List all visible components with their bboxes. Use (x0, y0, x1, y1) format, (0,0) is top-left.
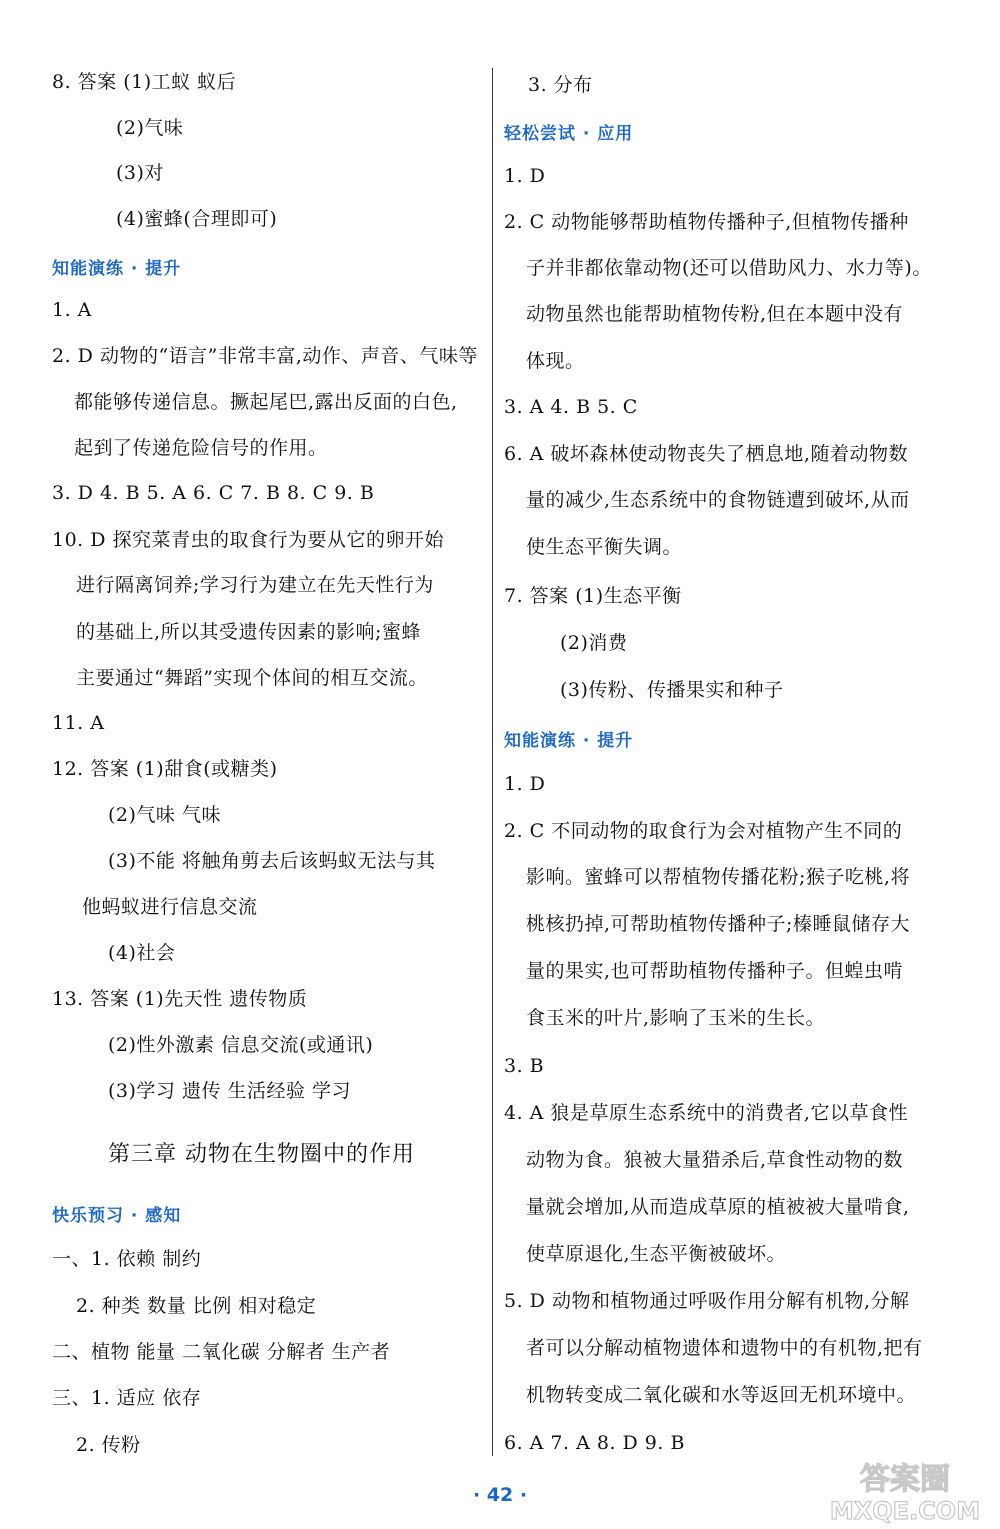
right2-answer-4-line3: 量就会增加,从而造成草原的植被被大量啃食, (526, 1196, 910, 1218)
answer-2-line1: 2. D 动物的“语言”非常丰富,动作、声音、气味等 (52, 345, 478, 367)
answer-12-line1: 12. 答案 (1)甜食(或糖类) (52, 758, 278, 780)
right-answer-2-line1: 2. C 动物能够帮助植物传播种子,但植物传播种 (504, 211, 909, 233)
preview-2: 二、植物 能量 二氧化碳 分解者 生产者 (52, 1341, 391, 1363)
answer-2-line3: 起到了传递危险信号的作用。 (74, 437, 328, 459)
right-answer-1: 1. D (504, 165, 546, 187)
chapter-title: 第三章 动物在生物圈中的作用 (108, 1142, 415, 1167)
answer-13-line1: 13. 答案 (1)先天性 遗传物质 (52, 988, 308, 1010)
right-answer-2-line4: 体现。 (526, 350, 585, 372)
right2-answer-2-line1: 2. C 不同动物的取食行为会对植物产生不同的 (504, 820, 903, 842)
answer-8-line1: 8. 答案 (1)工蚁 蚁后 (52, 71, 237, 93)
right2-answer-4-line2: 动物为食。狼被大量猎杀后,草食性动物的数 (526, 1149, 904, 1171)
right-answers-3-5: 3. A 4. B 5. C (504, 396, 638, 418)
right-answer-6-line3: 使生态平衡失调。 (526, 536, 683, 558)
answer-12-line3: (3)不能 将触角剪去后该蚂蚁无法与其 (108, 850, 436, 872)
page-number: · 42 · (472, 1484, 528, 1506)
right-answer-7-line3: (3)传粉、传播果实和种子 (560, 679, 784, 701)
preview-3-3: 3. 分布 (528, 74, 593, 96)
watermark-logo (820, 1455, 990, 1525)
right-answer-2-line3: 动物虽然也能帮助植物传粉,但在本题中没有 (526, 303, 904, 325)
right2-answer-3: 3. B (504, 1055, 545, 1077)
preview-3-1: 三、1. 适应 依存 (52, 1387, 202, 1409)
answer-13-line2: (2)性外激素 信息交流(或通讯) (108, 1034, 374, 1056)
right2-answer-2-line3: 桃核扔掉,可帮助植物传播种子;榛睡鼠储存大 (526, 913, 910, 935)
right-answer-6-line1: 6. A 破坏森林使动物丧失了栖息地,随着动物数 (504, 443, 908, 465)
right-answer-6-line2: 量的减少,生态系统中的食物链遭到破坏,从而 (526, 489, 910, 511)
right2-answer-2-line5: 食玉米的叶片,影响了玉米的生长。 (526, 1007, 826, 1029)
section-heading-kuaile: 快乐预习 · 感知 (52, 1206, 182, 1226)
column-divider (492, 68, 493, 1456)
right2-answer-2-line4: 量的果实,也可帮助植物传播种子。但蝗虫啃 (526, 960, 904, 982)
answer-12-line4: 他蚂蚁进行信息交流 (82, 896, 258, 918)
answer-10-line4: 主要通过“舞蹈”实现个体间的相互交流。 (76, 667, 428, 689)
preview-1-1: 一、1. 依赖 制约 (52, 1248, 202, 1270)
answer-8-line3: (3)对 (116, 162, 164, 184)
answer-12-line5: (4)社会 (108, 942, 176, 964)
answer-13-line3: (3)学习 遗传 生活经验 学习 (108, 1080, 352, 1102)
watermark-line2: MXQE.COM (829, 1497, 981, 1525)
answer-8-line2: (2)气味 (116, 117, 184, 139)
right-answer-7-line1: 7. 答案 (1)生态平衡 (504, 585, 682, 607)
answer-11: 11. A (52, 712, 105, 734)
right2-answer-4-line1: 4. A 狼是草原生态系统中的消费者,它以草食性 (504, 1102, 908, 1124)
answer-10-line1: 10. D 探究菜青虫的取食行为要从它的卵开始 (52, 529, 445, 551)
answer-2-line2: 都能够传递信息。撅起尾巴,露出反面的白色, (74, 391, 458, 413)
watermark-line1: 答案圈 (860, 1462, 950, 1497)
right-answer-2-line2: 子并非都依靠动物(还可以借助风力、水力等)。 (526, 257, 932, 279)
answer-10-line2: 进行隔离饲养;学习行为建立在先天性行为 (76, 574, 434, 596)
right2-answer-2-line2: 影响。蜜蜂可以帮植物传播花粉;猴子吃桃,将 (526, 866, 910, 888)
right2-answer-5-line3: 机物转变成二氧化碳和水等返回无机环境中。 (526, 1384, 917, 1406)
answers-3-9: 3. D 4. B 5. A 6. C 7. B 8. C 9. B (52, 482, 375, 504)
answer-12-line2: (2)气味 气味 (108, 804, 221, 826)
right2-answers-6-9: 6. A 7. A 8. D 9. B (504, 1432, 685, 1454)
section-heading-zhineng: 知能演练 · 提升 (52, 259, 182, 279)
answer-1: 1. A (52, 299, 92, 321)
right2-answer-5-line2: 者可以分解动植物遗体和遗物中的有机物,把有 (526, 1337, 923, 1359)
section-heading-zhineng-2: 知能演练 · 提升 (504, 731, 634, 751)
preview-1-2: 2. 种类 数量 比例 相对稳定 (76, 1295, 317, 1317)
right2-answer-4-line4: 使草原退化,生态平衡被破坏。 (526, 1243, 787, 1265)
answer-8-line4: (4)蜜蜂(合理即可) (116, 208, 278, 230)
right2-answer-5-line1: 5. D 动物和植物通过呼吸作用分解有机物,分解 (504, 1290, 910, 1312)
answer-10-line3: 的基础上,所以其受遗传因素的影响;蜜蜂 (76, 621, 421, 643)
right-answer-7-line2: (2)消费 (560, 632, 628, 654)
section-heading-qingsong: 轻松尝试 · 应用 (504, 124, 634, 144)
right2-answer-1: 1. D (504, 773, 546, 795)
preview-3-2: 2. 传粉 (76, 1434, 141, 1456)
